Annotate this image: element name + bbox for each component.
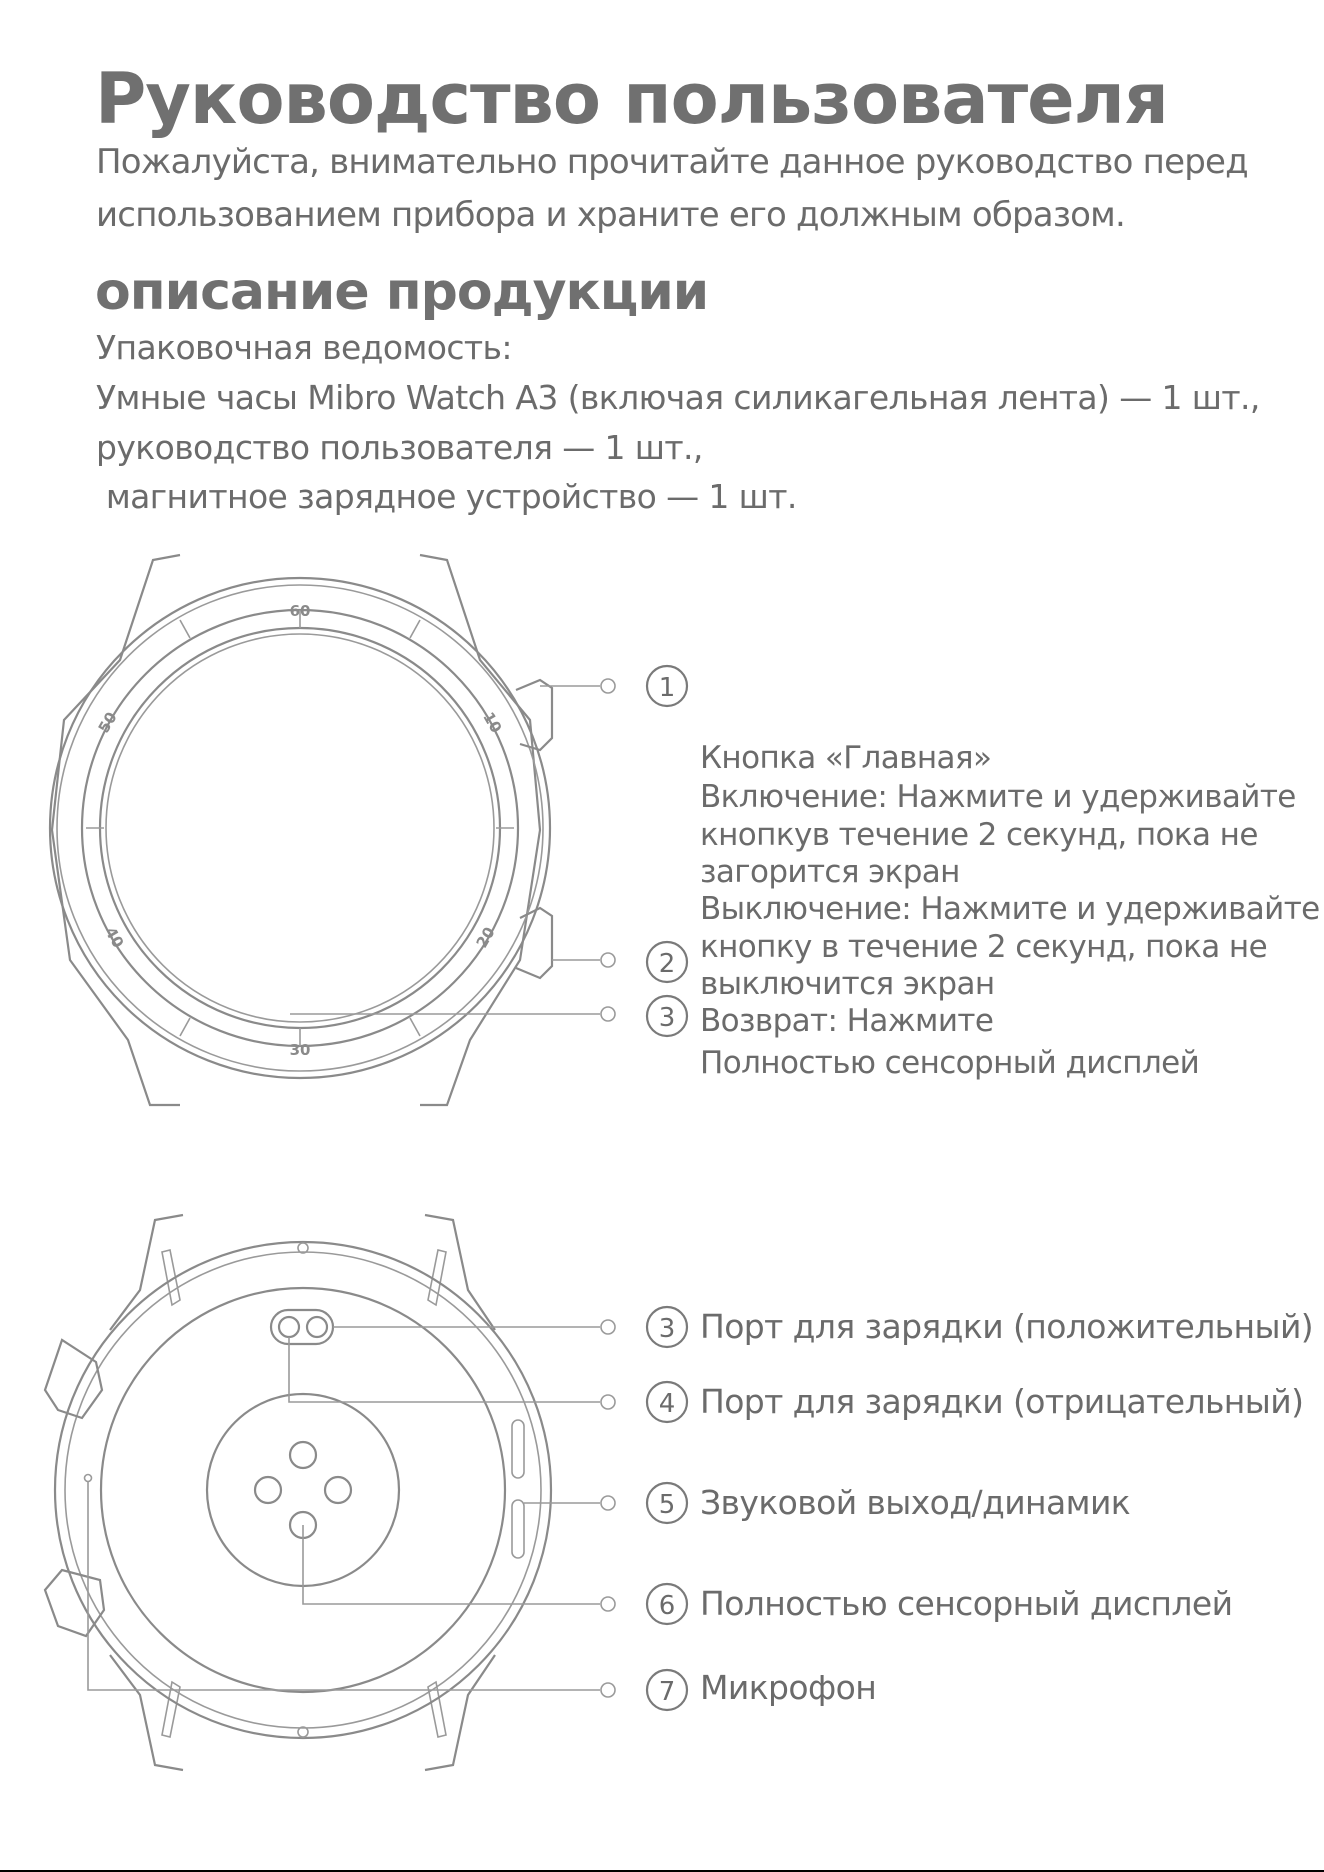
front-desc-line-3: кнопкув течение 2 секунд, пока не bbox=[700, 817, 1258, 853]
page-title: Руководство пользователя bbox=[95, 58, 1168, 140]
bezel-number-30: 30 bbox=[289, 1041, 311, 1059]
callout-touch-display: Полностью сенсорный дисплей bbox=[700, 1584, 1233, 1623]
intro-line-1: Пожалуйста, внимательно прочитайте данное руководство перед bbox=[96, 142, 1248, 182]
svg-text:5: 5 bbox=[658, 1490, 676, 1520]
back-marker-4 bbox=[647, 1382, 687, 1422]
callout-charging-positive: Порт для зарядки (положительный) bbox=[700, 1307, 1314, 1346]
packing-heading: Упаковочная ведомость: bbox=[96, 328, 512, 367]
back-marker-6 bbox=[647, 1584, 687, 1624]
svg-text:7: 7 bbox=[658, 1677, 676, 1707]
packing-line-3: магнитное зарядное устройство — 1 шт. bbox=[96, 477, 797, 516]
back-marker-5 bbox=[647, 1483, 687, 1523]
section-title: описание продукции bbox=[95, 262, 709, 322]
svg-text:1: 1 bbox=[658, 673, 676, 703]
back-marker-7 bbox=[647, 1670, 687, 1710]
front-desc-line-1: Кнопка «Главная» bbox=[700, 740, 992, 776]
callout-microphone: Микрофон bbox=[700, 1668, 877, 1707]
front-desc-line-6: кнопку в течение 2 секунд, пока не bbox=[700, 929, 1268, 965]
svg-text:3: 3 bbox=[658, 1314, 676, 1344]
bezel-number-20: 20 bbox=[472, 923, 499, 952]
bezel-number-40: 40 bbox=[101, 923, 128, 952]
bezel-number-50: 50 bbox=[94, 708, 121, 737]
packing-line-1: Умные часы Mibro Watch A3 (включая силикагельная лента) — 1 шт., bbox=[96, 378, 1260, 417]
packing-line-2: руководство пользователя — 1 шт., bbox=[96, 428, 703, 467]
bezel-number-10: 10 bbox=[479, 708, 506, 737]
front-desc-line-7: выключится экран bbox=[700, 966, 995, 1002]
svg-text:3: 3 bbox=[658, 1003, 676, 1033]
callout-speaker: Звуковой выход/динамик bbox=[700, 1483, 1131, 1522]
intro-line-2: использованием прибора и храните его должным образом. bbox=[96, 195, 1125, 235]
front-desc-line-2: Включение: Нажмите и удерживайте bbox=[700, 779, 1296, 815]
front-desc-line-5: Выключение: Нажмите и удерживайте bbox=[700, 891, 1320, 927]
front-desc-line-4: загорится экран bbox=[700, 854, 960, 890]
front-desc-line-9: Полностью сенсорный дисплей bbox=[700, 1045, 1200, 1081]
callout-charging-negative: Порт для зарядки (отрицательный) bbox=[700, 1382, 1304, 1421]
svg-text:2: 2 bbox=[658, 949, 676, 979]
back-marker-3 bbox=[647, 1307, 687, 1347]
svg-text:6: 6 bbox=[658, 1591, 676, 1621]
front-desc-line-8: Возврат: Нажмите bbox=[700, 1003, 994, 1039]
bezel-number-60: 60 bbox=[289, 602, 311, 620]
svg-text:4: 4 bbox=[658, 1389, 676, 1419]
